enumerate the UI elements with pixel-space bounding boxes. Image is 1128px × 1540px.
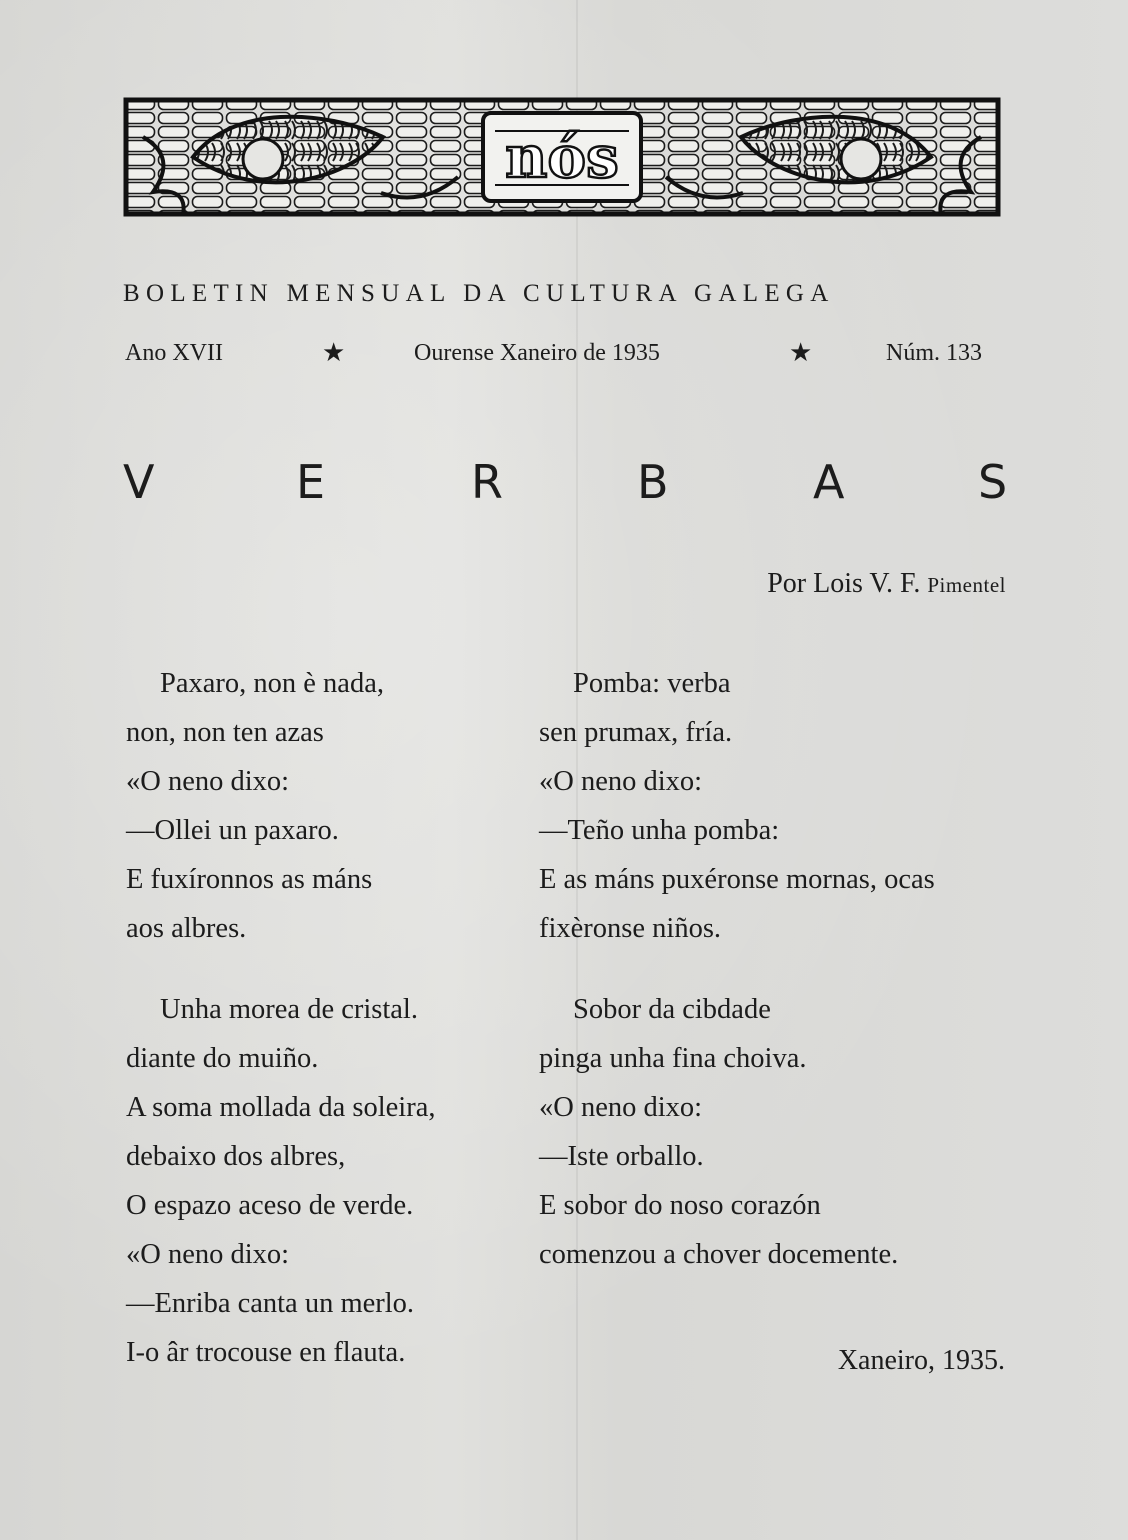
verse-line: E fuxíronnos as máns	[126, 864, 373, 895]
verse-line: —Enriba canta un merlo.	[126, 1288, 415, 1319]
verse-line: sen prumax, fría.	[539, 717, 733, 748]
verse-line: Paxaro, non è nada,	[160, 668, 384, 699]
verse-line: «O neno dixo:	[126, 766, 290, 797]
byline-prefix: Por Lois V. F.	[767, 568, 928, 599]
verse-line: «O neno dixo:	[539, 1092, 703, 1123]
title-letter: V	[123, 455, 155, 509]
article-title	[123, 455, 1007, 515]
verse-line: O espazo aceso de verde.	[126, 1190, 414, 1221]
verse-line: comenzou a chover docemente.	[539, 1239, 899, 1270]
verse-line: debaixo dos albres,	[126, 1141, 346, 1172]
title-letter: R	[471, 455, 503, 509]
verse-line: Sobor da cibdade	[573, 994, 771, 1025]
title-letter: E	[296, 455, 326, 509]
verse-line: diante do muiño.	[126, 1043, 319, 1074]
masthead-ornament-icon	[123, 97, 1001, 217]
issue-number: Núm. 133	[886, 340, 982, 366]
star-icon: ★	[322, 338, 346, 367]
verse-line: A soma mollada da soleira,	[126, 1092, 436, 1123]
verse-line: —Iste orballo.	[539, 1141, 704, 1172]
verse-line: «O neno dixo:	[539, 766, 703, 797]
issue-place-date: Ourense Xaneiro de 1935	[414, 340, 660, 366]
issue-year: Ano XVII	[125, 340, 223, 366]
verse-line: pinga unha fina choiva.	[539, 1043, 807, 1074]
title-letter: A	[813, 455, 845, 509]
verse-line: —Ollei un paxaro.	[126, 815, 339, 846]
verse-line: —Teño unha pomba:	[539, 815, 780, 846]
byline	[767, 568, 1006, 600]
dateline: Xaneiro, 1935.	[837, 1345, 1005, 1376]
title-letter: B	[637, 455, 669, 509]
byline-surname: Pimentel	[927, 573, 1006, 597]
masthead-logo-text: nós	[505, 123, 619, 191]
verse-line: «O neno dixo:	[126, 1239, 290, 1270]
verse-line: non, non ten azas	[126, 717, 324, 748]
verse-line: Pomba: verba	[573, 668, 731, 699]
verse-line: I-o âr trocouse en flauta.	[126, 1337, 406, 1368]
verse-line: E sobor do noso corazón	[539, 1190, 821, 1221]
subtitle: BOLETIN MENSUAL DA CULTURA GALEGA	[123, 280, 835, 307]
verse-line: aos albres.	[126, 913, 247, 944]
verse-line: Unha morea de cristal.	[160, 994, 418, 1025]
star-icon: ★	[789, 338, 813, 367]
verse-line: fixèronse niños.	[539, 913, 722, 944]
title-letter: S	[978, 455, 1008, 509]
verse-line: E as máns puxéronse mornas, ocas	[539, 864, 935, 895]
